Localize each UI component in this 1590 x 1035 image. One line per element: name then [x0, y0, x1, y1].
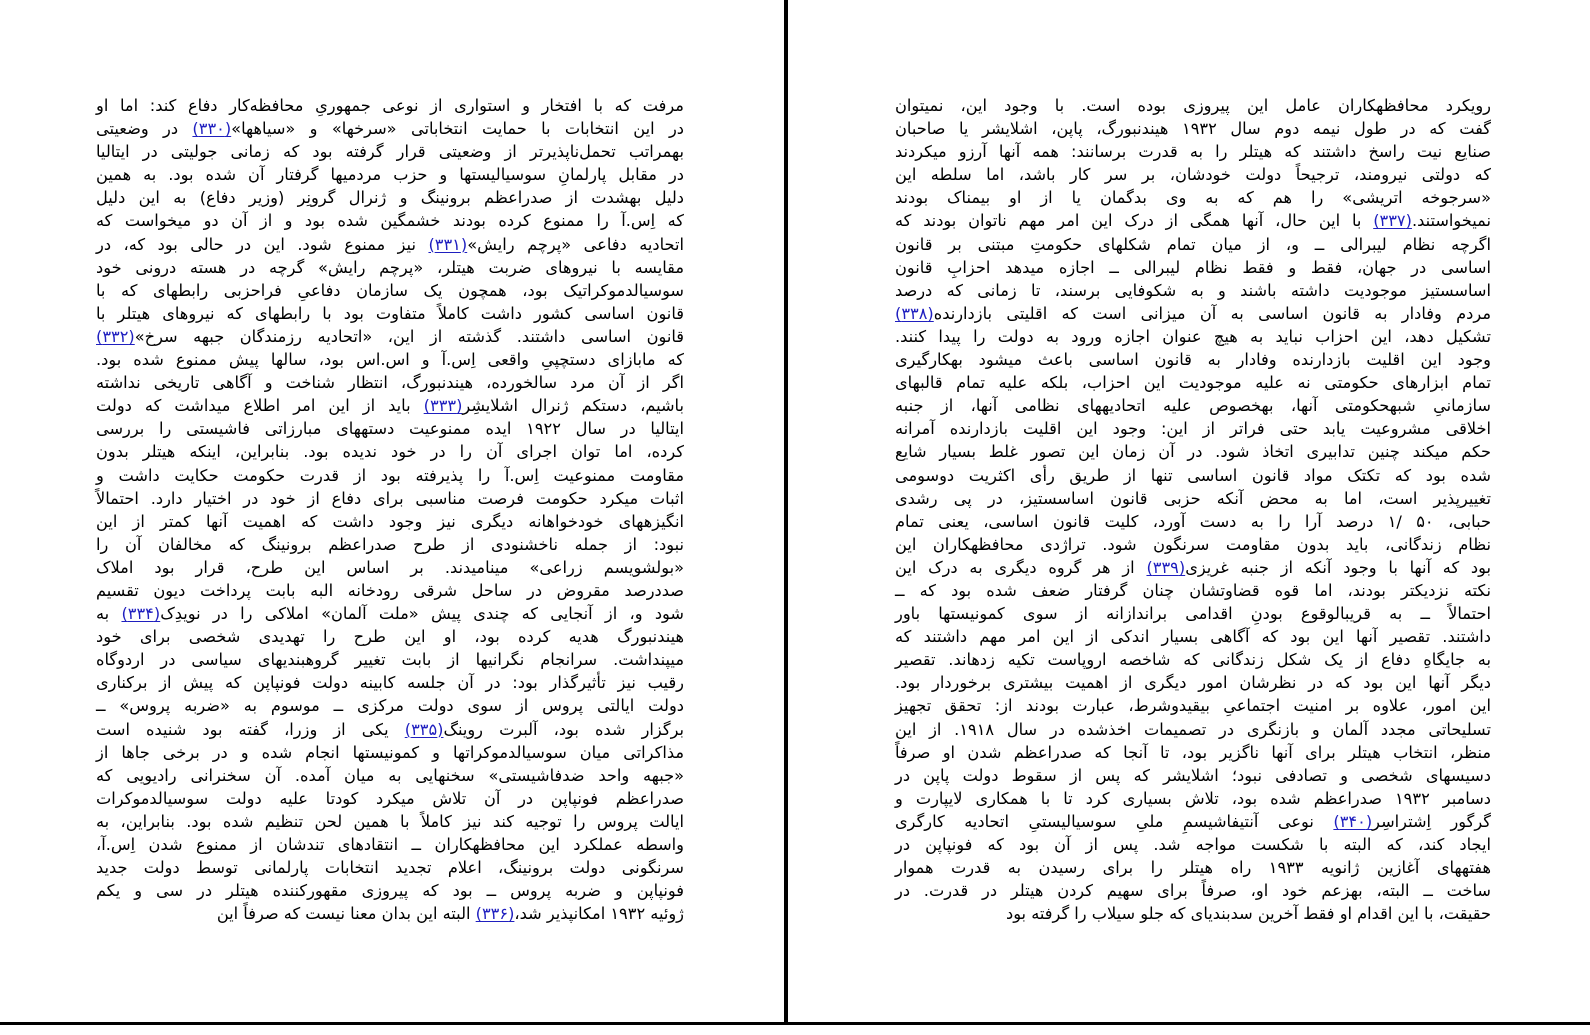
text-segment: «جبهه واحد ضدفاشیستی» سخنهایی به میان آمده. آن سخنرانی رادیویی که: [96, 765, 684, 785]
footnote-link[interactable]: (۳۳۰): [192, 119, 232, 139]
text-segment: تغییرپذیر است، اما به محض آنکه حزبی قانون اساسستیز، در پی رشدی: [895, 488, 1491, 508]
text-line: [895, 487, 1491, 510]
text-segment: نظام زندگانی، باید بدون مقاومت سرنگون شود. تراژدی محافظهکاران این: [895, 534, 1491, 554]
text-segment: هفتههای آغازین ژانویه ۱۹۳۳ راه هیتلر را برای رسیدن به قدرت هموار: [895, 858, 1491, 878]
text-segment: «بولشویسم زراعی» مینامیدند. بر اساس این طرح، قرار بود املاک: [96, 557, 684, 577]
text-line: [96, 233, 684, 256]
footnote-link[interactable]: (۳۳۷): [1373, 211, 1412, 231]
text-line: [96, 718, 684, 741]
text-line: [895, 371, 1491, 394]
text-line: [895, 140, 1491, 163]
text-line: [96, 556, 684, 579]
text-segment: ایتالیا در سال ۱۹۲۲ ایده ممنوعیت دستههای مبارزاتی فاشیستی را بررسی: [96, 419, 684, 439]
text-segment: شده بود که تکتک مواد قانون اساسی تنها از طریق رأی اکثریت دوسومی: [895, 465, 1491, 485]
text-line: [96, 810, 684, 833]
text-line: [895, 879, 1491, 902]
text-line: [96, 302, 684, 325]
text-line: [96, 741, 684, 764]
text-segment: نیز ممنوع شود. این در حالی بود که، در: [96, 234, 429, 254]
text-line: [895, 440, 1491, 463]
text-segment: نبود: از جمله ناخشنودی از طرح صدراعظم برونینگ که مخالفان آن را: [96, 534, 684, 554]
text-segment: مقایسه با نیروهای ضربت هیتلر، «پرچم رایش» گرچه در هسته درونی خود: [96, 257, 684, 277]
text-segment: وجود این اقلیت بازدارنده وفادار به قانون اساسی باعث میشود بهکارگیری: [895, 350, 1491, 370]
text-segment: که اِس.آ را ممنوع کرده بودند خشمگین شده بود و از آن دو میخواست که: [96, 211, 684, 231]
text-line: [96, 487, 684, 510]
text-line: [96, 279, 684, 302]
text-line: [895, 694, 1491, 717]
text-segment: منظر، انتخاب هیتلر برای آنها ناگزیر بود، تا آنجا که صدراعظم شدن او صرفاً: [895, 742, 1491, 762]
footnote-link[interactable]: (۳۳۹): [1146, 557, 1186, 577]
text-segment: واسطه عملکرد این محافظهکاران ــ انتقادهای تندشان از ممنوع شدن اِس.آ،: [96, 835, 684, 854]
text-segment: داشتند. تقصیر آنها این بود که آگاهی بسیار اندکی از این امر مهم داشتند که: [895, 627, 1491, 647]
text-line: [895, 94, 1491, 117]
text-segment: با این حال، آنها همگی از درک این امر مهم ناتوان بودند که: [895, 211, 1374, 231]
text-line: [96, 856, 684, 879]
text-segment: تمام ابزارهای حکومتی نه علیه موجودیت این احزاب، بلکه علیه تمام قالبهای: [895, 373, 1491, 393]
text-segment: سرنگونی دولت برونینگ، اعلام تجدید انتخابات پارلمانی توسط دولت جدید: [96, 858, 684, 878]
footnote-link[interactable]: (۳۳۴): [121, 604, 161, 624]
text-line: [96, 186, 684, 209]
text-segment: گرگور اِشتراسِر: [1372, 811, 1492, 831]
text-line: [895, 163, 1491, 186]
text-segment: باشیم، دستکم ژنرال اشلایشِر: [462, 396, 684, 416]
footnote-link[interactable]: (۳۳۵): [404, 719, 444, 739]
text-line: [96, 902, 684, 925]
text-segment: دلیل بهشدت از صدراعظم برونینگ و ژنرال گرونِر (وزیر دفاع) به این دلیل: [96, 188, 684, 208]
text-line: [895, 741, 1491, 764]
text-segment: البته این بدان معنا نیست که صرفاً این: [216, 904, 476, 924]
text-segment: ایالت پروس را توجیه کند نیز کاملاً با همین لحن تنظیم شده بود. بنابراین، به: [96, 811, 684, 831]
text-segment: اساسستیز موجودیت داشته باشند و به شکوفایی برسند، تا زمانی که درصد: [895, 280, 1491, 300]
footnote-link[interactable]: (۳۳۱): [428, 234, 468, 254]
text-segment: مرفت که با افتخار و استواری از نوعی جمهوریِ محافظه‌کار دفاع کند: اما او: [96, 96, 684, 115]
text-line: [96, 533, 684, 556]
text-segment: برگزار شده بود، آلبرت روینگ: [443, 719, 684, 739]
text-line: [895, 186, 1491, 209]
text-segment: نمیخواستند.: [1411, 211, 1491, 231]
text-segment: حبابی، ۵۰ /۱ درصد آرا را به دست آورد، کلیت قانون اساسی، یعنی تمام: [895, 511, 1491, 531]
text-segment: دولت ایالتی پروس از سوی دولت مرکزی ــ موسوم به «ضربه پروس» ــ: [96, 696, 684, 716]
text-line: [96, 417, 684, 440]
text-line: [895, 810, 1491, 833]
text-line: [96, 694, 684, 717]
text-line: [96, 256, 684, 279]
text-line: [895, 856, 1491, 879]
text-line: [96, 602, 684, 625]
text-segment: هیندنبورگ هدیه کرده بود، او این طرح را تهدیدی شخصی برای خود: [96, 627, 684, 647]
text-segment: دسامبر ۱۹۳۲ صدراعظم شده بود، تلاش بسیاری کرد تا با همکاری لایپارت و: [895, 788, 1491, 808]
text-line: [96, 394, 684, 417]
text-segment: شود و، از آنجایی که چندی پیش «ملت آلمان» املاکی را در نویدِک: [160, 604, 684, 624]
text-line: [895, 302, 1491, 325]
text-line: [96, 140, 684, 163]
text-line: [96, 648, 684, 671]
text-segment: مذاکراتی میان سوسیالدموکراتها و کمونیستها انجام شده و در برخی جاها از: [96, 742, 684, 762]
text-segment: سازمانیِ شبهحکومتی آنها، بهخصوص علیه اتحادیههای نظامی آنها، از جنبه: [895, 396, 1491, 416]
text-segment: رویکرد محافظهکاران عامل این پیروزی بوده است. با وجود این، نمیتوان: [895, 96, 1491, 115]
text-segment: رقیب نیز تأثیرگذار بود: در آن جلسه کابینه دولت فونپاپن که پیش از برکناری: [96, 673, 684, 693]
text-line: [96, 117, 684, 140]
text-line: [96, 209, 684, 232]
text-line: [895, 902, 1491, 925]
page-divider: [784, 0, 788, 1022]
text-line: [96, 510, 684, 533]
text-segment: انگیزههای خودخواهانه دیگری نیز وجود داشت که اهمیت آنها کمتر از این: [96, 511, 684, 531]
text-segment: سوسیالدموکراتیک بود، همچون یک سازمان دفاعیِ فراحزبی رابطهای که با: [96, 280, 684, 300]
text-segment: «سرجوخه اتریشی» را هم که به وی بدگمان یا از او بیمناک بودند: [895, 188, 1491, 208]
text-segment: اثبات میکرد حکومت فرصت مناسبی برای دفاع از خود در اختیار دارد. احتمالاً: [96, 488, 684, 508]
footnote-link[interactable]: (۳۳۳): [423, 396, 463, 416]
text-segment: حقیقت، با این اقدام او فقط آخرین سدبندیای که جلو سیلاب را گرفته بود: [1005, 904, 1491, 924]
footnote-link[interactable]: (۳۳۲): [96, 326, 135, 346]
text-line: [895, 787, 1491, 810]
left-page-text: [96, 94, 684, 925]
text-line: [895, 579, 1491, 602]
text-line: [895, 279, 1491, 302]
text-segment: بود که آنها با وجود آنکه از جنبه غریزی: [1185, 557, 1492, 577]
text-line: [895, 256, 1491, 279]
text-segment: ژوئیه ۱۹۳۲ امکانپذیر شد،: [514, 904, 684, 924]
text-line: [96, 833, 684, 856]
text-segment: صددرصد مقروض در ساحل شرقی رودخانه البه بابت پرداخت دیون تقسیم: [96, 580, 684, 600]
text-segment: کرده، اما توان اجرای آن را در خود ندیده بود. بنابراین، اینکه هیتلر بدون: [96, 442, 684, 462]
text-segment: احتمالاً ــ به قریبالوقوع بودنِ اقدامی براندازانه از سوی کمونیستها باور: [895, 604, 1491, 624]
footnote-link[interactable]: (۳۳۶): [475, 904, 515, 924]
text-line: [895, 464, 1491, 487]
text-line: [895, 233, 1491, 256]
text-line: [895, 117, 1491, 140]
text-line: [96, 464, 684, 487]
text-segment: اگر از آن مرد سالخورده، هیندنبورگ، انتظار شناخت و آگاهی تاریخی نداشته: [96, 373, 684, 393]
text-segment: نکته نزدیکتر بودند، اما قوه قضاوتشان چنان گرفتار ضعف شده بود که ــ: [895, 580, 1491, 600]
text-line: [895, 671, 1491, 694]
bottom-border: [0, 1022, 1590, 1025]
text-segment: قانون اساسی داشتند. گذشته از این، «اتحادیه رزمندگان جبهه سرخ»: [134, 326, 684, 346]
text-segment: مردم وفادار به قانون اساسی به آن میزانی است که اقلیتی بازدارنده: [933, 303, 1491, 323]
text-line: [96, 671, 684, 694]
text-line: [895, 325, 1491, 348]
text-line: [96, 625, 684, 648]
text-segment: دیگر آنها این بود که در نظرشان امور دیگری از اهمیت بیشتری برخوردار بود.: [895, 673, 1491, 693]
text-line: [895, 556, 1491, 579]
text-line: [96, 787, 684, 810]
text-segment: در وضعیتی: [96, 119, 193, 139]
text-segment: اخلاقی مشروعیت یابد حتی فراتر از این: وجود این اقلیت بازدارنده آمرانه: [895, 419, 1491, 439]
text-segment: دسیسهای شخصی و تصادفی نبود؛ اشلایشر که پس از سقوط دولت پاپن در: [895, 765, 1491, 785]
text-line: [895, 625, 1491, 648]
text-segment: باید از این امر اطلاع میداشت که دولت: [96, 396, 424, 416]
text-segment: مقاومت ممنوعیت اِس.آ را پذیرفته بود از قدرت حکومت حکایت داشت و: [96, 465, 684, 485]
text-line: [895, 348, 1491, 371]
text-segment: ساخت ــ البته، بهزعم خود او، صرفاً برای سهیم کردن هیتلر در قدرت. در: [895, 881, 1491, 901]
text-segment: ایجاد کند، که البته با شکست مواجه شد. پس از آن بود که فونپاپن در: [895, 835, 1491, 854]
text-segment: حکم میکند چنین تدابیری اتخاذ شود. در آن زمان این تصور غلط بسیار شایع: [895, 442, 1491, 462]
text-segment: به جایگاهِ دفاع از یک شکل زندگانی که شاخصه اروپاست تکیه زدهاند. تقصیر: [895, 650, 1491, 670]
text-line: [895, 394, 1491, 417]
footnote-link[interactable]: (۳۳۸): [895, 303, 934, 323]
text-segment: صنایع نیت راسخ داشتند که هیتلر را به قدرت برسانند: همه آنها آرزو میکردند: [895, 142, 1491, 162]
text-segment: که دولتی نیرومند، ترجیحاً دولت خودشان، بر سر کار باشد، اما سلطه این: [895, 165, 1491, 185]
text-line: [895, 510, 1491, 533]
text-segment: اگرچه نظام لیبرالی ــ و، از میان تمام شکلهای حکومتِ مبتنی بر قانون: [895, 234, 1491, 254]
text-line: [96, 579, 684, 602]
text-segment: این امور، علاوه بر امنیت اجتماعیِ بیقیدوشرط، عبارت بودند از: تحقق تجهیز: [895, 696, 1491, 716]
text-segment: تشکیل دهد، این احزاب نباید به هیچ عنوان اجازه ورود به دولت را پیدا کنند.: [895, 326, 1491, 346]
text-segment: نوعی آنتیفاشیسمِ ملیِ سوسیالیستیِ اتحادیه کارگری: [895, 811, 1334, 831]
text-line: [96, 325, 684, 348]
text-line: [895, 602, 1491, 625]
text-line: [96, 371, 684, 394]
text-line: [96, 879, 684, 902]
text-line: [895, 648, 1491, 671]
left-page: [0, 0, 784, 1022]
text-segment: در مقابل پارلمانِ سوسیالیستها و حزب مردمیها گرفتار آن شده بود. به همین: [96, 165, 684, 185]
text-segment: گفت که در طول نیمه دوم سال ۱۹۳۲ هیندنبورگ، پاپن، اشلایشر یا صاحبان: [895, 119, 1491, 139]
footnote-link[interactable]: (۳۴۰): [1333, 811, 1373, 831]
text-segment: یکی از وزرا، گفته بود شنیده است: [96, 719, 405, 739]
text-line: [96, 440, 684, 463]
text-segment: صدراعظم فونپاپن در آن تلاش میکرد کودتا علیه دولت سوسیالدموکرات: [96, 788, 684, 808]
text-segment: تسلیحاتی مجدد آلمان و بازنگری در تصمیمات اخذشده در سال ۱۹۱۸. از این: [895, 719, 1491, 739]
text-segment: که مابازای دستچپیِ واقعی اِس.آ و اس.اس بود، سالها پیش ممنوع شده بود.: [96, 350, 684, 370]
text-line: [96, 94, 684, 117]
text-line: [96, 764, 684, 787]
right-page: [789, 0, 1589, 1022]
text-line: [895, 718, 1491, 741]
text-line: [895, 209, 1491, 232]
text-segment: فونپاپن و ضربه پروس ــ بود که پیروزی مقهورکننده هیتلر در سی و یکم: [96, 881, 684, 901]
text-line: [96, 348, 684, 371]
text-segment: اساسی در جهان، فقط و فقط نظام لیبرالی ــ اجازه میدهد احزابِ قانون: [895, 257, 1491, 277]
text-segment: بهمراتب تحمل‌ناپذیرتر از وضعیتی قرار گرفته بود که زمانی جولیتی در ایتالیا: [96, 142, 684, 162]
text-segment: به: [96, 604, 122, 624]
text-line: [895, 833, 1491, 856]
text-segment: قانون اساسی کشور داشت کاملاً متفاوت بود با رابطهای که نیروهای هیتلر با: [96, 303, 684, 323]
text-line: [895, 533, 1491, 556]
right-page-text: [895, 94, 1491, 925]
text-segment: در این انتخابات با حمایت انتخاباتی «سرخها» و «سیاهها»: [231, 119, 684, 139]
text-line: [895, 764, 1491, 787]
text-line: [895, 417, 1491, 440]
text-segment: از هر گروه دیگری به درک این: [895, 557, 1147, 577]
text-line: [96, 163, 684, 186]
text-segment: میپنداشت. سرانجام نگرانیها از بابت تغییر گروهبندیهای سیاسی در اردوگاه: [96, 650, 684, 670]
text-segment: اتحادیه دفاعی «پرچم رایش»: [467, 234, 684, 254]
